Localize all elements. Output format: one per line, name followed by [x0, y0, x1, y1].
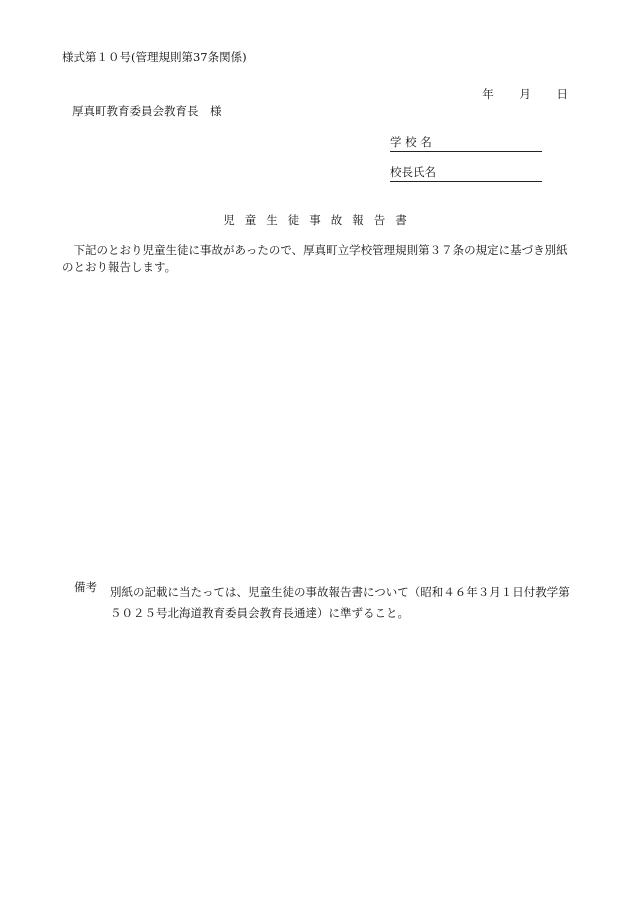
note-label: 備考: [74, 580, 97, 594]
report-body: 下記のとおり児童生徒に事故があったので、厚真町立学校管理規則第３７条の規定に基づき別紙のとおり報告します。: [62, 243, 568, 274]
school-name-label: 学 校 名: [390, 135, 432, 149]
principal-name-field: [390, 167, 542, 182]
date-line: [482, 89, 568, 101]
document-title: 児童生徒事故報告書: [223, 213, 417, 227]
date-year: 年: [482, 87, 494, 101]
principal-name-label: 校長氏名: [390, 165, 436, 179]
school-name-field: [390, 137, 542, 152]
date-month: 月: [519, 87, 531, 101]
note-text: 別紙の記載に当たっては、児童生徒の事故報告書について（昭和４６年３月１日付教学第５０２５号北海道教育委員会教育長通達）に準ずること。: [110, 585, 570, 620]
date-day: 日: [556, 87, 568, 101]
addressee: 厚真町教育委員会教育長 様: [72, 104, 222, 118]
form-number: 様式第１０号(管理規則第37条関係): [62, 50, 247, 64]
